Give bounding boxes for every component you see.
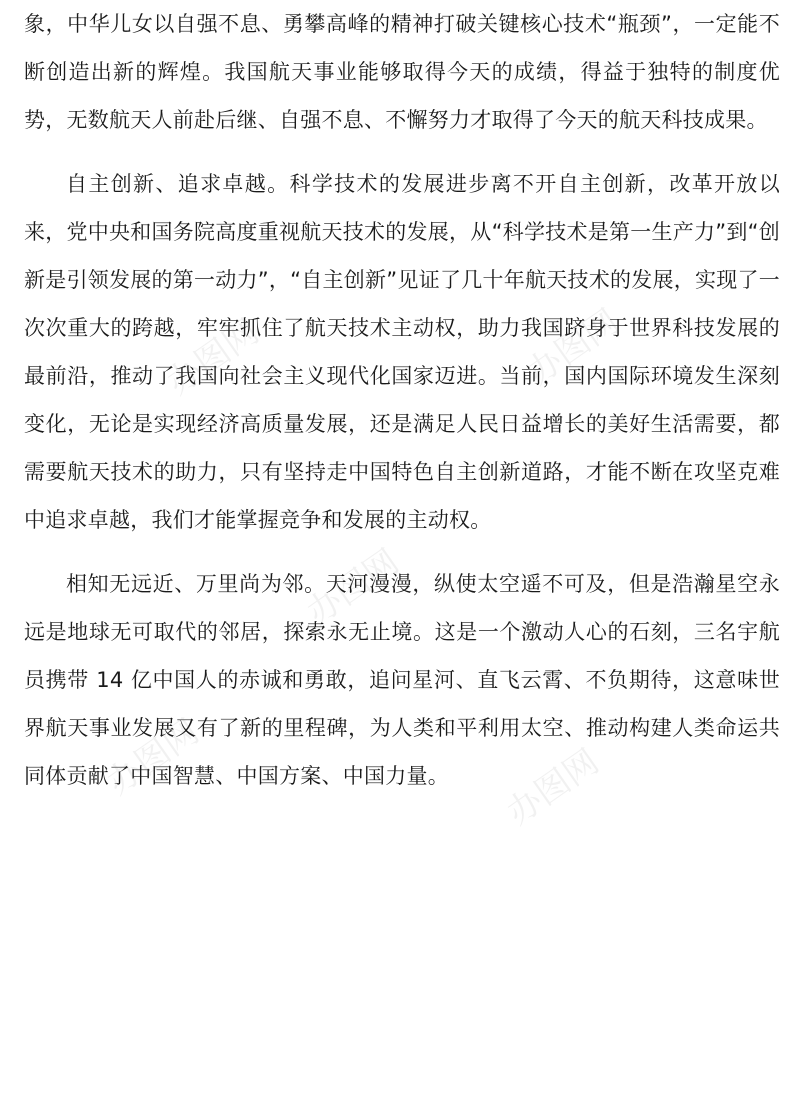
paragraph-1: 象，中华儿女以自强不息、勇攀高峰的精神打破关键核心技术“瓶颈”，一定能不断创造出新的辉煌。我国航天事业能够取得今天的成绩，得益于独特的制度优势，无数航天人前赴后继、自强不息、不懈努力才取得了今天的航天科技成果。 xyxy=(24,12,780,132)
paragraph-2: 自主创新、追求卓越。科学技术的发展进步离不开自主创新，改革开放以来，党中央和国务院高度重视航天技术的发展，从“科学技术是第一生产力”到“创新是引领发展的第一动力”，“自主创新”见证了几十年航天技术的发展，实现了一次次重大的跨越，牢牢抓住了航天技术主动权，助力我国跻身于世界科技发展的最前沿，推动了我国向社会主义现代化国家迈进。当前，国内国际环境发生深刻变化，无论是实现经济高质量发展，还是满足人民日益增长的美好生活需要，都需要航天技术的助力，只有坚持走中国特色自主创新道路，才能不断在攻坚克难中追求卓越，我们才能掌握竞争和发展的主动权。 xyxy=(24,172,780,532)
paragraph-gap xyxy=(24,144,780,160)
watermark: 办图网 xyxy=(519,301,627,394)
watermark: 办图网 xyxy=(99,711,207,804)
document-page xyxy=(24,0,780,800)
watermark: 办图网 xyxy=(299,541,407,634)
watermark: 办图网 xyxy=(499,741,607,834)
paragraph-gap xyxy=(24,544,780,560)
paragraph-3: 相知无远近、万里尚为邻。天河漫漫，纵使太空遥不可及，但是浩瀚星空永远是地球无可取代的邻居，探索永无止境。这是一个激动人心的石刻，三名宇航员携带 14 亿中国人的赤诚和勇敢，追问星河、直飞云霄、不负期待，这意味世界航天事业发展又有了新的里程碑，为人类和平利用太空、推动构建人类命运共同体贡献了中国智慧、中国方案、中国力量。 xyxy=(24,572,780,788)
watermark: 办图网 xyxy=(159,311,267,404)
